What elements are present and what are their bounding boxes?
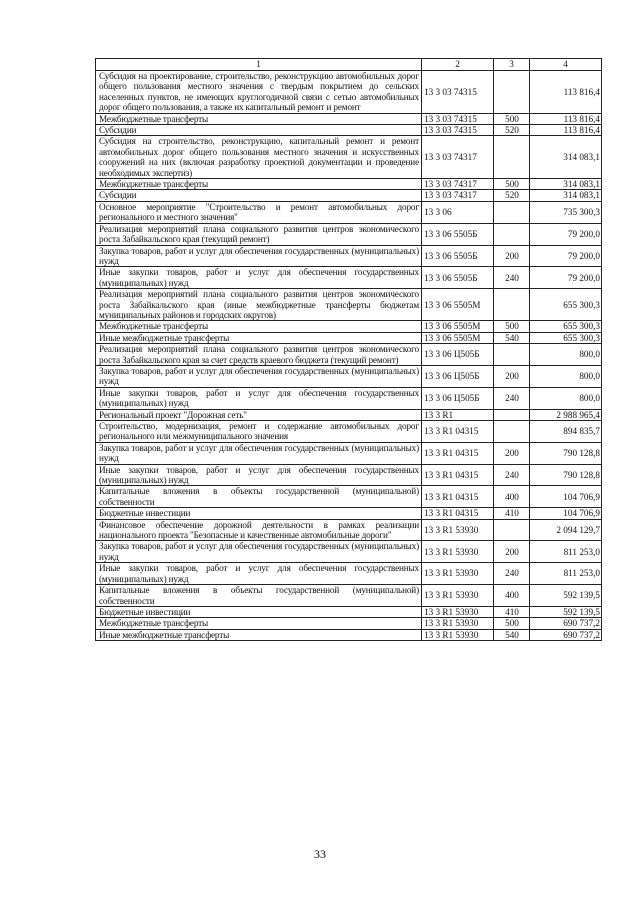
row-name: Капитальные вложения в объекты государственной (муниципальной) собственности: [96, 486, 422, 508]
table-row: [96, 606, 602, 617]
row-code: 13 3 03 74315: [422, 125, 494, 136]
budget-table: [95, 58, 602, 641]
row-name: Иные межбюджетные трансферты: [96, 332, 422, 343]
table-row: [96, 618, 602, 629]
row-amount: 113 816,4: [530, 113, 602, 124]
table-row: [96, 71, 602, 114]
row-amount: 655 300,3: [530, 321, 602, 332]
row-type: 410: [494, 606, 530, 617]
row-code: 13 3 03 74315: [422, 113, 494, 124]
table-row: [96, 179, 602, 190]
table-row: [96, 409, 602, 420]
row-amount: 113 816,4: [530, 71, 602, 114]
row-amount: 894 835,7: [530, 421, 602, 443]
table-row: [96, 365, 602, 387]
row-type: [494, 409, 530, 420]
row-amount: 592 139,5: [530, 585, 602, 607]
row-code: 13 3 03 74317: [422, 136, 494, 179]
page-number: 33: [314, 847, 326, 861]
row-name: Региональный проект "Дорожная сеть": [96, 409, 422, 420]
row-amount: 690 737,2: [530, 629, 602, 640]
row-code: 13 3 R1 04315: [422, 464, 494, 486]
table-body: [96, 71, 602, 641]
row-type: 200: [494, 365, 530, 387]
row-name: Бюджетные инвестиции: [96, 606, 422, 617]
row-code: 13 3 R1 53930: [422, 629, 494, 640]
table-header: [96, 59, 602, 71]
row-type: 500: [494, 321, 530, 332]
row-name: Основное мероприятие "Строительство и ремонт автомобильных дорог регионального и местного значения": [96, 201, 422, 223]
table-row: [96, 541, 602, 563]
row-name: Бюджетные инвестиции: [96, 508, 422, 519]
table-row: [96, 289, 602, 321]
row-type: 200: [494, 442, 530, 464]
row-amount: 655 300,3: [530, 289, 602, 321]
row-code: 13 3 R1 53930: [422, 618, 494, 629]
row-name: Субсидии: [96, 125, 422, 136]
row-amount: 690 737,2: [530, 618, 602, 629]
row-code: 13 3 06: [422, 201, 494, 223]
row-code: 13 3 R1 53930: [422, 585, 494, 607]
row-amount: 800,0: [530, 387, 602, 409]
row-amount: 592 139,5: [530, 606, 602, 617]
row-type: [494, 421, 530, 443]
table-row: [96, 245, 602, 267]
row-name: Реализация мероприятий плана социального развития центров экономического роста Забайкальского края (текущий ремонт): [96, 223, 422, 245]
table-row: [96, 486, 602, 508]
row-amount: 113 816,4: [530, 125, 602, 136]
row-code: 13 3 06 5505Б: [422, 245, 494, 267]
table-row: [96, 344, 602, 366]
row-amount: 2 094 129,7: [530, 519, 602, 541]
row-type: 200: [494, 541, 530, 563]
table-row: [96, 136, 602, 179]
row-amount: 314 083,1: [530, 179, 602, 190]
table-row: [96, 113, 602, 124]
table-row: [96, 442, 602, 464]
header-col-2: 2: [422, 59, 494, 71]
row-code: 13 3 06 5505Б: [422, 267, 494, 289]
row-type: 400: [494, 486, 530, 508]
row-amount: 314 083,1: [530, 190, 602, 201]
table-row: [96, 332, 602, 343]
header-col-1: 1: [96, 59, 422, 71]
table-row: [96, 201, 602, 223]
row-type: 240: [494, 464, 530, 486]
table-row: [96, 223, 602, 245]
row-code: 13 3 R1 04315: [422, 421, 494, 443]
row-name: Капитальные вложения в объекты государственной (муниципальной) собственности: [96, 585, 422, 607]
table-row: [96, 421, 602, 443]
row-name: Финансовое обеспечение дорожной деятельности в рамках реализации национального проекта "Безопасные и качественные автомобильные дороги": [96, 519, 422, 541]
row-code: 13 3 06 Ц505Б: [422, 365, 494, 387]
row-code: 13 3 06 Ц505Б: [422, 344, 494, 366]
row-name: Межбюджетные трансферты: [96, 321, 422, 332]
row-code: 13 3 R1 53930: [422, 519, 494, 541]
row-code: 13 3 R1 04315: [422, 442, 494, 464]
table-row: [96, 585, 602, 607]
table-row: [96, 563, 602, 585]
row-name: Субсидия на строительство, реконструкцию, капитальный ремонт и ремонт автомобильных дорог общего пользования местного значения и искусственных сооружений на них (включая разработку проектной документации и проведение необходимых экспертиз): [96, 136, 422, 179]
row-name: Иные закупки товаров, работ и услуг для обеспечения государственных (муниципальных) нужд: [96, 563, 422, 585]
row-name: Закупка товаров, работ и услуг для обеспечения государственных (муниципальных) нужд: [96, 365, 422, 387]
row-type: 540: [494, 629, 530, 640]
row-code: 13 3 06 5505Б: [422, 223, 494, 245]
row-code: 13 3 R1 53930: [422, 563, 494, 585]
row-type: [494, 201, 530, 223]
row-name: Иные закупки товаров, работ и услуг для обеспечения государственных (муниципальных) нужд: [96, 464, 422, 486]
row-code: 13 3 03 74317: [422, 190, 494, 201]
row-amount: 104 706,9: [530, 486, 602, 508]
row-code: 13 3 R1 04315: [422, 508, 494, 519]
row-type: 520: [494, 125, 530, 136]
row-name: Иные закупки товаров, работ и услуг для обеспечения государственных (муниципальных) нужд: [96, 387, 422, 409]
row-code: 13 3 R1 53930: [422, 541, 494, 563]
row-amount: 790 128,8: [530, 442, 602, 464]
table-row: [96, 464, 602, 486]
row-amount: 2 988 965,4: [530, 409, 602, 420]
table-row: [96, 125, 602, 136]
table-row: [96, 190, 602, 201]
table-row: [96, 519, 602, 541]
row-amount: 79 200,0: [530, 267, 602, 289]
row-name: Иные закупки товаров, работ и услуг для обеспечения государственных (муниципальных) нужд: [96, 267, 422, 289]
row-name: Строительство, модернизация, ремонт и содержание автомобильных дорог регионального или межмуниципального значения: [96, 421, 422, 443]
table-row: [96, 508, 602, 519]
row-type: 240: [494, 387, 530, 409]
row-type: 240: [494, 563, 530, 585]
row-name: Закупка товаров, работ и услуг для обеспечения государственных (муниципальных) нужд: [96, 442, 422, 464]
table-row: [96, 321, 602, 332]
row-name: Субсидия на проектирование, строительство, реконструкцию автомобильных дорог общего пользования местного значения с твердым покрытием до сельских населенных пунктов, не имеющих круглогодичной связи с сетью автомобильных дорог общего пользования, а также их капитальный ремонт и ремонт: [96, 71, 422, 114]
row-amount: 314 083,1: [530, 136, 602, 179]
row-name: Межбюджетные трансферты: [96, 618, 422, 629]
row-code: 13 3 03 74315: [422, 71, 494, 114]
header-col-3: 3: [494, 59, 530, 71]
row-type: [494, 344, 530, 366]
table-row: [96, 629, 602, 640]
row-code: 13 3 R1 53930: [422, 606, 494, 617]
row-name: Межбюджетные трансферты: [96, 179, 422, 190]
row-name: Субсидии: [96, 190, 422, 201]
row-amount: 800,0: [530, 344, 602, 366]
row-name: Закупка товаров, работ и услуг для обеспечения государственных (муниципальных) нужд: [96, 541, 422, 563]
row-type: [494, 289, 530, 321]
row-code: 13 3 06 Ц505Б: [422, 387, 494, 409]
row-code: 13 3 03 74317: [422, 179, 494, 190]
table-row: [96, 387, 602, 409]
row-type: 240: [494, 267, 530, 289]
row-type: 540: [494, 332, 530, 343]
header-col-4: 4: [530, 59, 602, 71]
row-amount: 790 128,8: [530, 464, 602, 486]
row-type: 500: [494, 113, 530, 124]
row-code: 13 3 06 5505М: [422, 321, 494, 332]
header-row: [96, 59, 602, 71]
row-amount: 79 200,0: [530, 223, 602, 245]
row-code: 13 3 R1 04315: [422, 486, 494, 508]
row-type: [494, 136, 530, 179]
row-amount: 104 706,9: [530, 508, 602, 519]
row-name: Реализация мероприятий плана социального развития центров экономического роста Забайкальского края за счет средств краевого бюджета (текущий ремонт): [96, 344, 422, 366]
row-type: 200: [494, 245, 530, 267]
row-type: [494, 71, 530, 114]
row-amount: 800,0: [530, 365, 602, 387]
row-name: Межбюджетные трансферты: [96, 113, 422, 124]
row-amount: 811 253,0: [530, 563, 602, 585]
row-name: Реализация мероприятий плана социального развития центров экономического роста Забайкальского края (иные межбюджетные трансферты бюджетам муниципальных районов и городских округов): [96, 289, 422, 321]
row-name: Иные межбюджетные трансферты: [96, 629, 422, 640]
row-amount: 735 300,3: [530, 201, 602, 223]
row-type: 410: [494, 508, 530, 519]
row-code: 13 3 06 5505М: [422, 332, 494, 343]
row-amount: 655 300,3: [530, 332, 602, 343]
row-amount: 79 200,0: [530, 245, 602, 267]
row-type: 520: [494, 190, 530, 201]
row-code: 13 3 R1: [422, 409, 494, 420]
row-type: [494, 223, 530, 245]
row-type: 400: [494, 585, 530, 607]
row-name: Закупка товаров, работ и услуг для обеспечения государственных (муниципальных) нужд: [96, 245, 422, 267]
row-amount: 811 253,0: [530, 541, 602, 563]
row-type: [494, 519, 530, 541]
table-row: [96, 267, 602, 289]
row-code: 13 3 06 5505М: [422, 289, 494, 321]
row-type: 500: [494, 179, 530, 190]
row-type: 500: [494, 618, 530, 629]
